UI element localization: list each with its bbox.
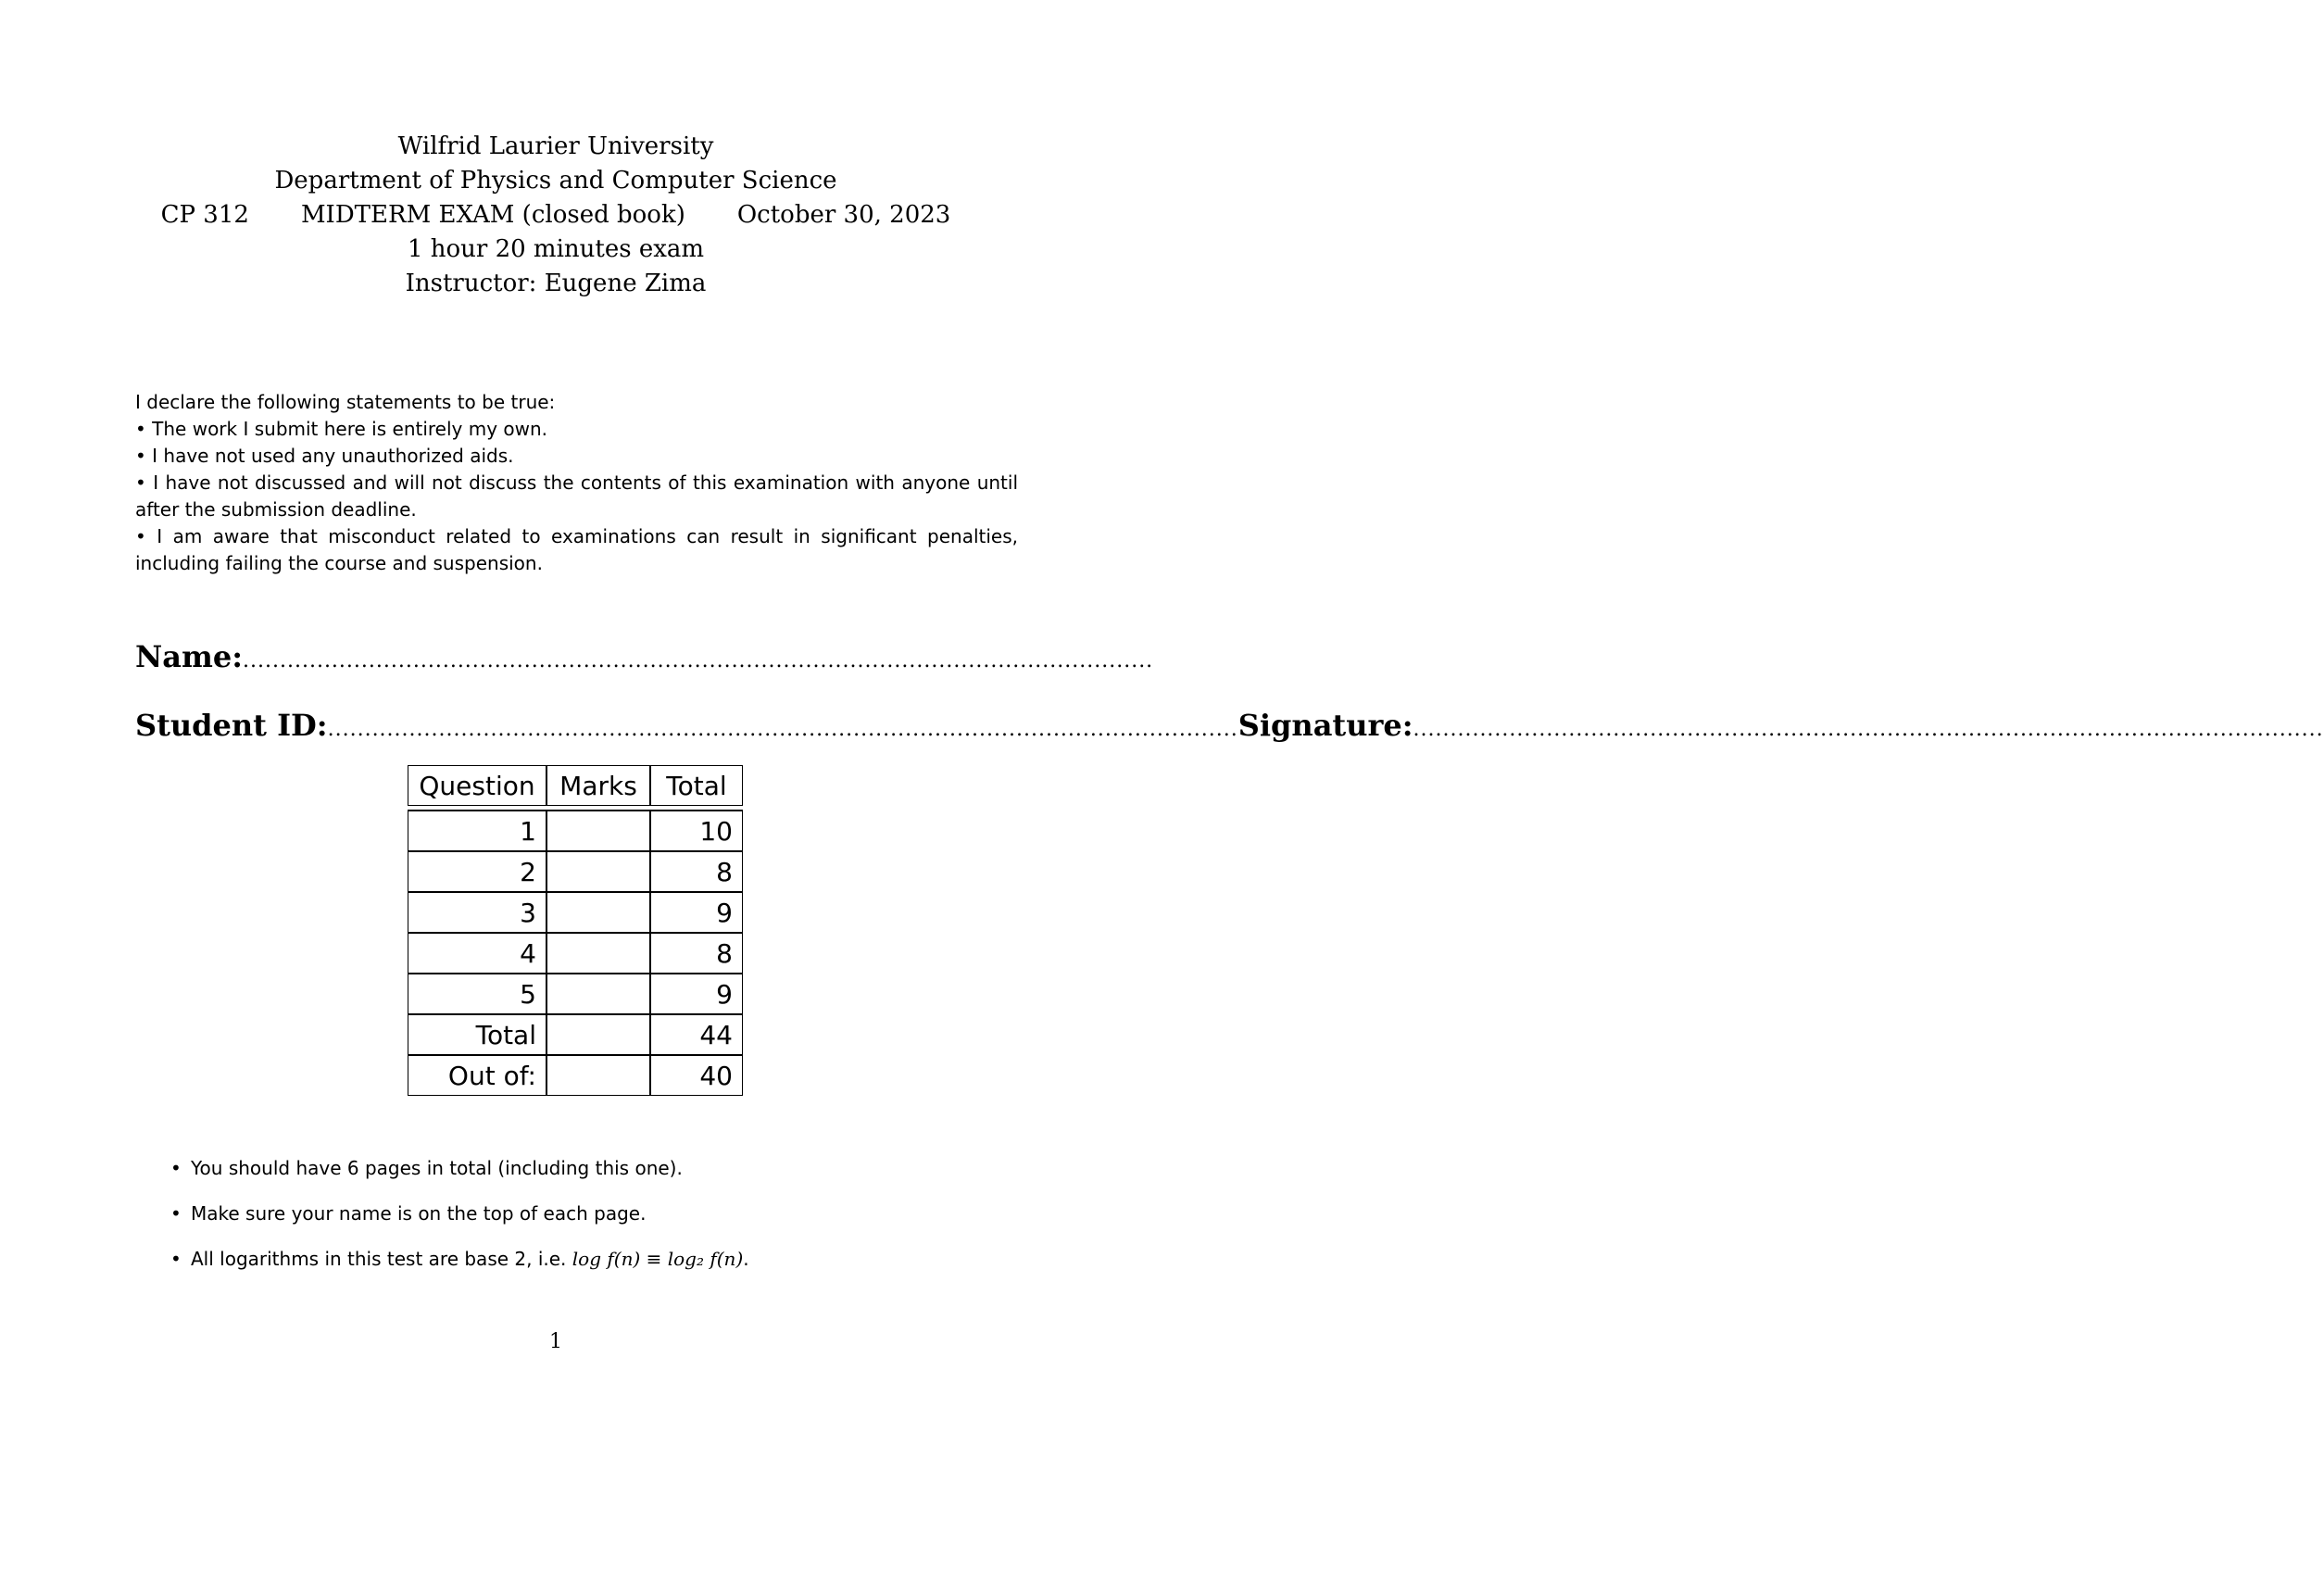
- name-label: Name:: [135, 639, 244, 674]
- university-name: Wilfrid Laurier University: [397, 132, 714, 160]
- bullet-icon: •: [135, 471, 146, 494]
- list-item: • All logarithms in this test are base 2, i.e. log f(n) ≡ log₂ f(n).: [170, 1245, 1004, 1290]
- marks-table-header: [408, 765, 743, 806]
- marks-cell[interactable]: [546, 1014, 650, 1055]
- list-item: • Make sure your name is on the top of each page.: [170, 1200, 1004, 1245]
- marks-table: [408, 765, 743, 1096]
- bullet-icon: •: [170, 1157, 182, 1179]
- marks-cell[interactable]: [546, 933, 650, 974]
- table-row: 4 8: [408, 933, 743, 974]
- bullet-icon: •: [135, 418, 146, 440]
- department-name: Department of Physics and Computer Science: [274, 167, 837, 195]
- log-formula: log f(n) ≡ log₂ f(n): [572, 1248, 744, 1270]
- marks-cell[interactable]: [546, 811, 650, 851]
- exam-duration: 1 hour 20 minutes exam: [407, 235, 705, 263]
- declaration-intro: I declare the following statements to be true:: [135, 391, 556, 413]
- exam-header: [0, 130, 1112, 301]
- course-code: CP 312: [160, 201, 249, 229]
- marks-cell[interactable]: [546, 851, 650, 892]
- declaration-statement: • I have not used any unauthorized aids.: [135, 445, 514, 467]
- declaration-statement: • I am aware that misconduct related to examinations can result in significant penalties, including failing the course and suspension.: [135, 525, 1018, 574]
- table-row: 1 10: [408, 811, 743, 851]
- exam-date: October 30, 2023: [736, 201, 951, 229]
- list-item: • You should have 6 pages in total (including this one).: [170, 1154, 1004, 1200]
- page-number: 1: [549, 1330, 562, 1353]
- table-row: 2 8: [408, 851, 743, 892]
- signature-label: Signature:: [1237, 708, 1413, 743]
- course-line: [0, 198, 1112, 233]
- bullet-icon: •: [135, 525, 146, 547]
- exam-title: MIDTERM EXAM (closed book): [300, 201, 685, 229]
- header-question: Question: [408, 765, 546, 806]
- marks-cell[interactable]: [546, 974, 650, 1014]
- table-row: Total 44: [408, 1014, 743, 1055]
- table-row: 3 9: [408, 892, 743, 933]
- id-signature-row: [135, 708, 2324, 743]
- student-id-dotted-line[interactable]: ...........................................................................................................................: [327, 718, 1238, 741]
- declaration-statement: • I have not discussed and will not discuss the contents of this examination with anyone until after the submission deadline.: [135, 471, 1019, 521]
- exam-notes: [170, 1154, 1004, 1290]
- declaration-statement: • The work I submit here is entirely my own.: [135, 418, 548, 440]
- header-marks: Marks: [546, 765, 650, 806]
- instructor: Instructor: Eugene Zima: [405, 270, 707, 297]
- name-dotted-line[interactable]: ...........................................................................................................................: [243, 649, 1154, 672]
- student-id-label: Student ID:: [135, 708, 328, 743]
- marks-cell[interactable]: [546, 892, 650, 933]
- bullet-icon: •: [170, 1202, 182, 1225]
- declaration: [135, 389, 1018, 577]
- table-row: 5 9: [408, 974, 743, 1014]
- bullet-icon: •: [135, 445, 146, 467]
- bullet-icon: •: [170, 1248, 182, 1270]
- signature-dotted-line[interactable]: ...........................................................................................................................: [1413, 718, 2324, 741]
- marks-cell[interactable]: [546, 1055, 650, 1096]
- name-field[interactable]: [135, 639, 1154, 674]
- header-total: Total: [650, 765, 743, 806]
- table-row: Out of: 40: [408, 1055, 743, 1096]
